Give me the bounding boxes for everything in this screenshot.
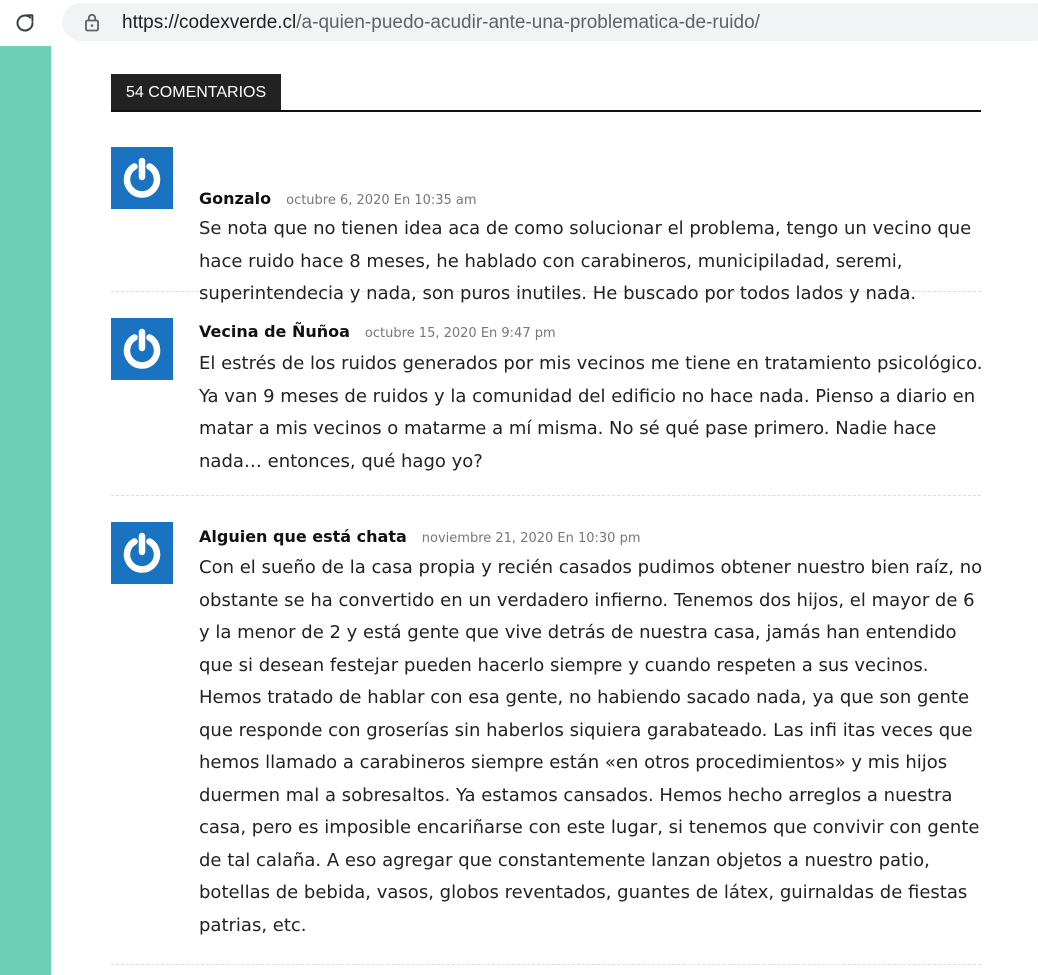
comment-text: El estrés de los ruidos generados por mis vecinos me tiene en tratamiento psicológico. Ya van 9 meses de ruidos y la comunidad del edificio no hace nada. Pienso a diario en matar a mis vecinos o matarme a mí misma. No sé qué pase primero. Nadie hace nada… entonces, qué hago yo? bbox=[199, 353, 983, 472]
comments-count-title: 54 COMENTARIOS bbox=[111, 74, 281, 110]
comment-list bbox=[111, 112, 981, 965]
url-text[interactable] bbox=[122, 12, 760, 34]
url-domain: https://codexverde.cl bbox=[122, 12, 297, 33]
avatar bbox=[111, 318, 173, 380]
sidebar-accent bbox=[0, 46, 51, 975]
power-icon bbox=[111, 522, 173, 584]
lock-icon[interactable] bbox=[82, 12, 102, 32]
comment-date[interactable]: octubre 15, 2020 En 9:47 pm bbox=[364, 326, 556, 341]
avatar bbox=[111, 147, 173, 209]
url-path: /a-quien-puedo-acudir-ante-una-problematica-de-ruido/ bbox=[296, 12, 760, 33]
comment-date[interactable]: octubre 6, 2020 En 10:35 am bbox=[286, 193, 477, 208]
power-icon bbox=[111, 147, 173, 209]
comment-author[interactable]: Alguien que está chata bbox=[199, 527, 407, 546]
power-icon bbox=[111, 318, 173, 380]
comment-text: Se nota que no tienen idea aca de como solucionar el problema, tengo un vecino que hace ruido hace 8 meses, he hablado con carabineros, municipiladad, seremi, superintendecia y nada, son puros inutiles. He buscado por todos lados y nada. bbox=[199, 218, 972, 304]
comment-author[interactable]: Gonzalo bbox=[199, 189, 272, 208]
avatar bbox=[111, 522, 173, 584]
comment-item bbox=[111, 292, 981, 496]
comments-header bbox=[111, 74, 981, 112]
comment-text: Con el sueño de la casa propia y recién casados pudimos obtener nuestro bien raíz, no obstante se ha convertido en un verdadero infierno. Tenemos dos hijos, el mayor de 6 y la menor de 2 y está gente que vive detrás de nuestra casa, jamás han entendido que si desean festejar pueden hacerlo siempre y cuando respeten a sus vecinos. Hemos tratado de hablar con esa gente, no habiendo sacado nada, ya que son gente que responde con groserías sin haberlos siquiera garabateado. Las infi itas veces que hemos llamado a carabineros siempre están «en otros procedimientos» y mis hijos duermen mal a sobresaltos. Ya estamos cansados. Hemos hecho arreglos a nuestra casa, pero es imposible encariñarse con este lugar, si tenemos que convivir con gente de tal calaña. A eso agregar que constantemente lanzan objetos a nuestro patio, botellas de bebida, vasos, globos reventados, guantes de látex, guirnaldas de fiestas patrias, etc. bbox=[199, 557, 983, 936]
comment-author[interactable]: Vecina de Ñuñoa bbox=[199, 322, 350, 341]
comment-date[interactable]: noviembre 21, 2020 En 10:30 pm bbox=[421, 531, 641, 546]
url-bar[interactable] bbox=[62, 3, 1038, 41]
comment-meta bbox=[199, 527, 641, 546]
comments-section bbox=[111, 74, 981, 965]
reload-icon[interactable] bbox=[12, 10, 38, 36]
comment-meta bbox=[199, 322, 556, 341]
browser-address-bar bbox=[0, 0, 1038, 46]
comment-meta bbox=[199, 189, 477, 208]
comment-item bbox=[111, 496, 981, 965]
comment-item bbox=[111, 112, 981, 304]
